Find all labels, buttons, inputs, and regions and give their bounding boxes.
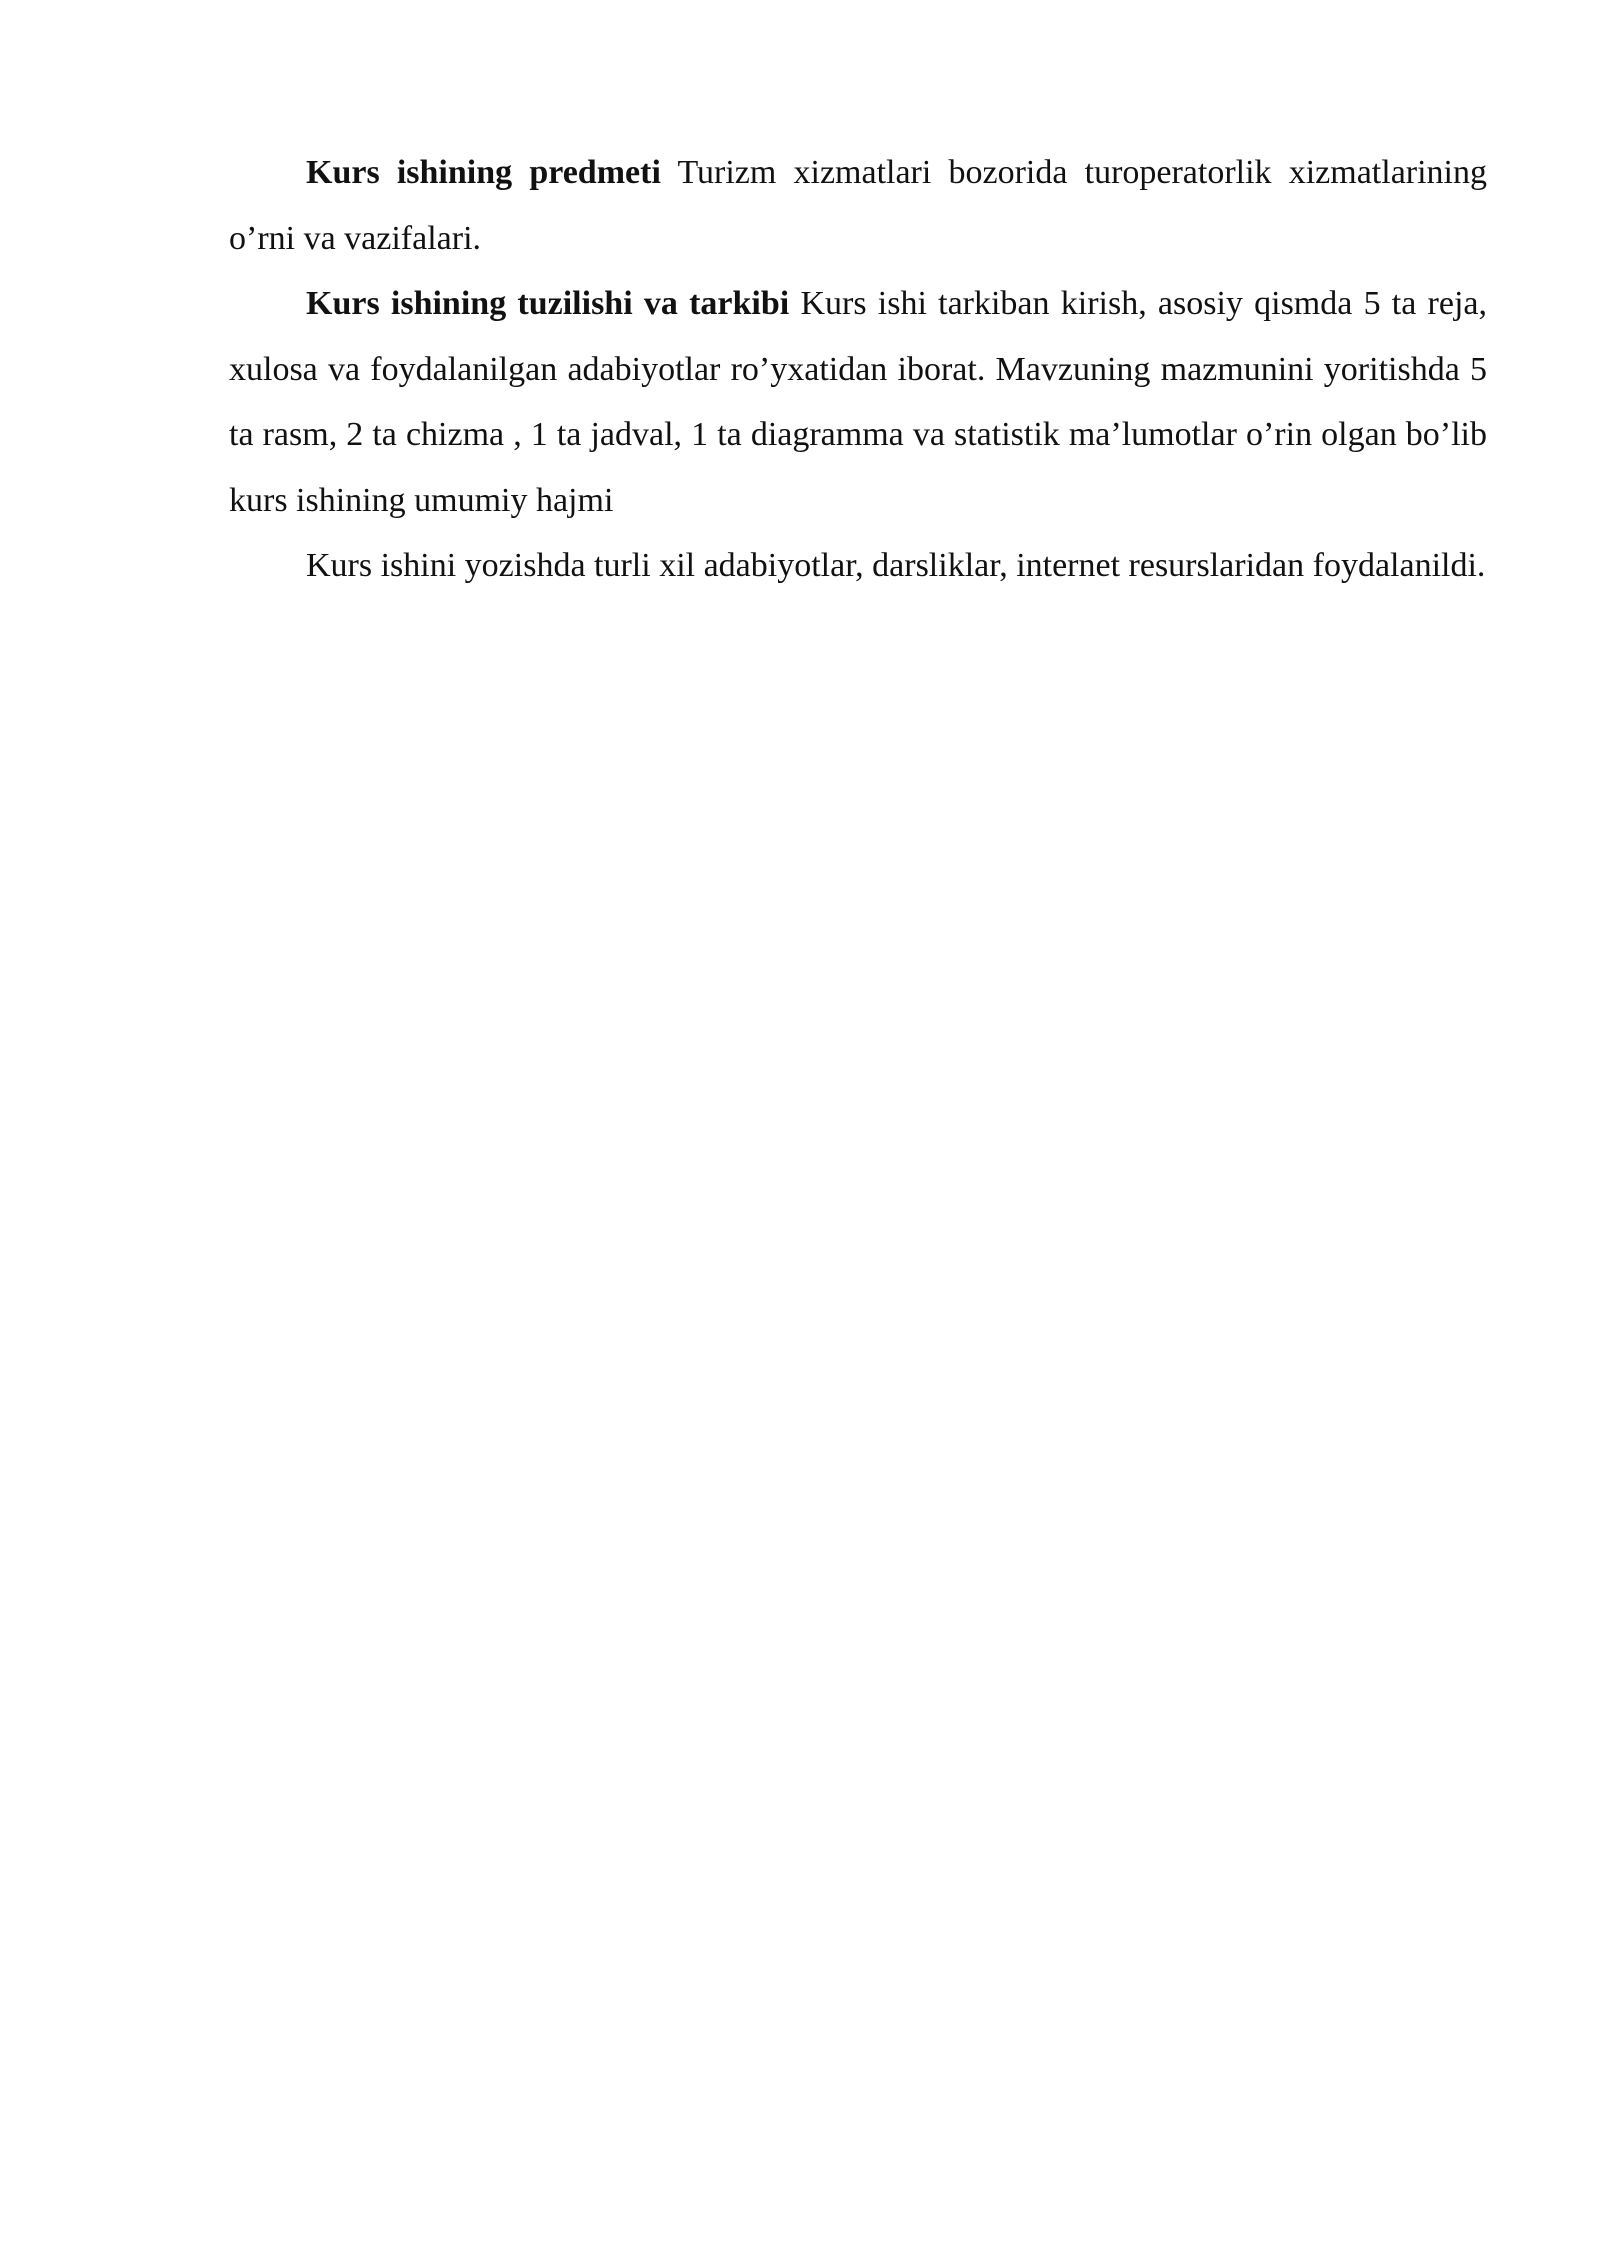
- body-text: [229, 140, 1487, 599]
- structure-heading: Kurs ishining tuzilishi va tarkibi: [306, 285, 790, 322]
- subject-text: Turizm xizmatlari bozorida turoperatorlik xizmatlarining o’rni va vazifalari.: [229, 154, 1487, 257]
- paragraph-structure: [229, 271, 1487, 533]
- sources-text: Kurs ishini yozishda turli xil adabiyotlar, darsliklar, internet resurslaridan foydalanildi.: [306, 547, 1486, 584]
- structure-text: Kurs ishi tarkiban kirish, asosiy qismda 5 ta reja, xulosa va foydalanilgan adabiyotlar ro’yxatidan iborat. Mavzuning mazmunini yoritishda 5 ta rasm, 2 ta chizma , 1 ta jadval, 1 ta diagramma va statistik ma’lumotlar o’rin olgan bo’lib kurs ishining umumiy hajmi: [229, 285, 1487, 519]
- paragraph-subject: [229, 140, 1487, 271]
- subject-heading: Kurs ishining predmeti: [306, 154, 661, 191]
- paragraph-sources: [229, 533, 1487, 599]
